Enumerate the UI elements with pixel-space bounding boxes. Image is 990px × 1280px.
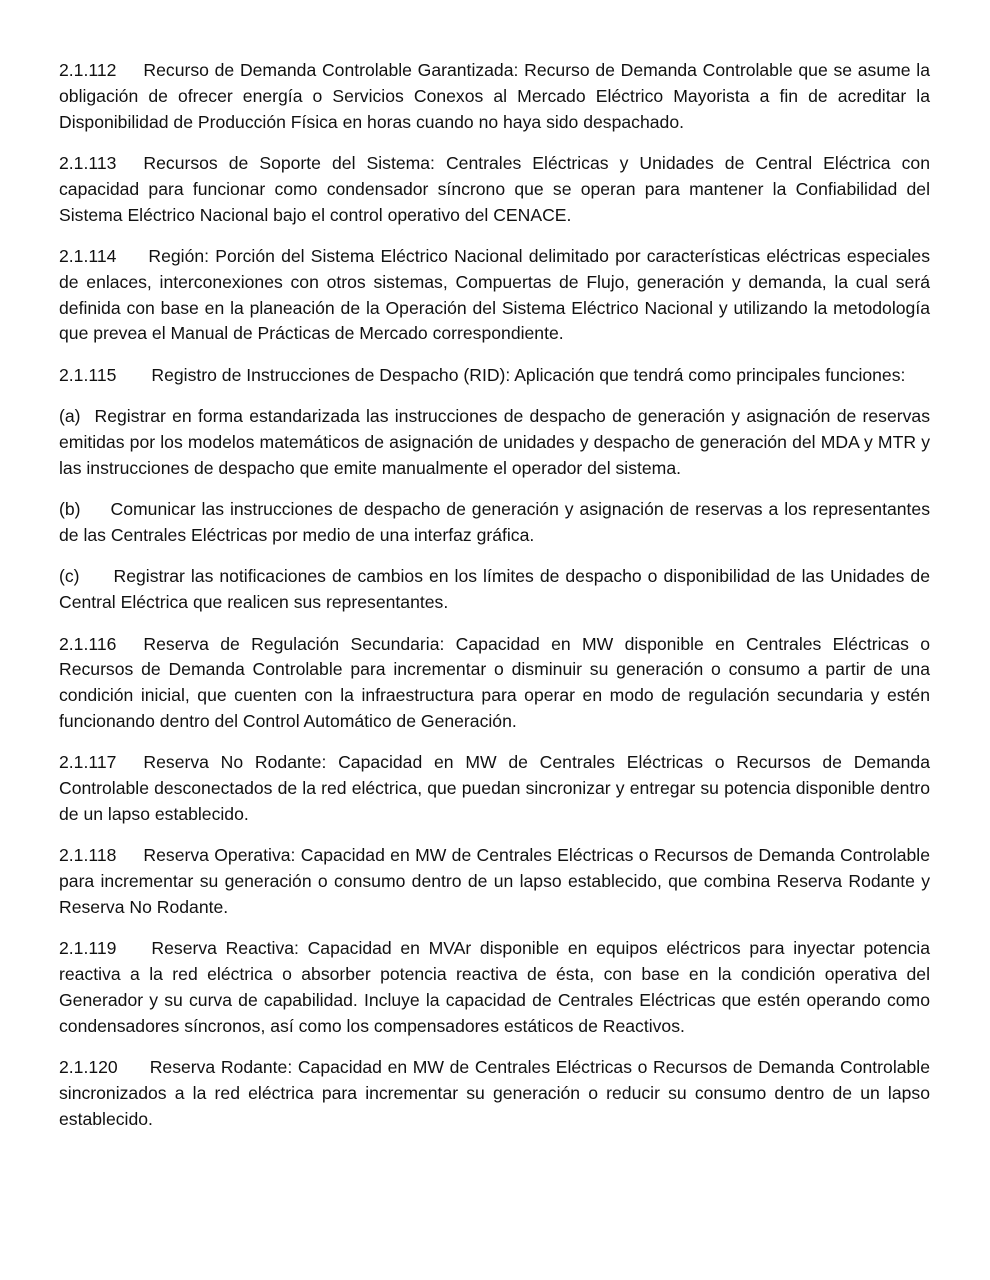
paragraph-text: Reserva No Rodante: Capacidad en MW de Centrales Eléctricas o Recursos de Demanda Controlable desconectados de la red eléctrica, que puedan sincronizar y entregar su potencia disponible dentro de un lapso establecido. <box>59 752 930 824</box>
list-item-c <box>59 564 930 616</box>
paragraph-text: Recurso de Demanda Controlable Garantizada: Recurso de Demanda Controlable que se asume la obligación de ofrecer energía o Servicios Conexos al Mercado Eléctrico Mayorista a fin de acreditar la Disponibilidad de Producción Física en horas cuando no haya sido despachado. <box>59 60 930 132</box>
list-item-text: Comunicar las instrucciones de despacho de generación y asignación de reservas a los representantes de las Centrales Eléctricas por medio de una interfaz gráfica. <box>59 499 930 545</box>
definition-2-1-116 <box>59 632 930 735</box>
list-item-text: Registrar en forma estandarizada las instrucciones de despacho de generación y asignación de reservas emitidas por los modelos matemáticos de asignación de unidades y despacho de generación del MDA y MTR y las instrucciones de despacho que emite manualmente el operador del sistema. <box>59 406 930 478</box>
paragraph-text: Reserva Reactiva: Capacidad en MVAr disponible en equipos eléctricos para inyectar potencia reactiva a la red eléctrica o absorber potencia reactiva de ésta, con base en la condición operativa del Generador y su curva de capabilidad. Incluye la capacidad de Centrales Eléctricas que estén operando como condensadores síncronos, así como los compensadores estáticos de Reactivos. <box>59 938 930 1036</box>
document-page <box>59 58 930 1148</box>
definition-2-1-114 <box>59 244 930 347</box>
list-item-a <box>59 404 930 481</box>
list-item-label: (c) <box>59 566 80 587</box>
paragraph-text: Reserva de Regulación Secundaria: Capacidad en MW disponible en Centrales Eléctricas o Recursos de Demanda Controlable para incrementar o disminuir su generación o consumo a partir de una condición inicial, que cuenten con la infraestructura para operar en modo de regulación secundaria y estén funcionando dentro del Control Automático de Generación. <box>59 633 930 731</box>
paragraph-text: Reserva Operativa: Capacidad en MW de Centrales Eléctricas o Recursos de Demanda Controlable para incrementar su generación o consumo dentro de un lapso establecido, que combina Reserva Rodante y Reserva No Rodante. <box>59 845 930 917</box>
paragraph-text: Registro de Instrucciones de Despacho (RID): Aplicación que tendrá como principales funciones: <box>151 364 906 385</box>
paragraph-number: 2.1.118 <box>59 845 117 866</box>
paragraph-number: 2.1.114 <box>59 245 117 266</box>
paragraph-number: 2.1.116 <box>59 633 117 654</box>
paragraph-number: 2.1.115 <box>59 364 117 385</box>
definition-2-1-118 <box>59 843 930 920</box>
paragraph-text: Región: Porción del Sistema Eléctrico Nacional delimitado por características eléctricas especiales de enlaces, interconexiones con otros sistemas, Compuertas de Flujo, generación y demanda, la cual será definida con base en la planeación de la Operación del Sistema Eléctrico Nacional y utilizando la metodología que prevea el Manual de Prácticas de Mercado correspondiente. <box>59 245 930 344</box>
paragraph-text: Reserva Rodante: Capacidad en MW de Centrales Eléctricas o Recursos de Demanda Controlable sincronizados a la red eléctrica para incrementar su generación o reducir su consumo dentro de un lapso establecido. <box>59 1057 930 1129</box>
paragraph-number: 2.1.117 <box>59 752 117 773</box>
list-item-label: (b) <box>59 499 81 520</box>
definition-2-1-115 <box>59 363 930 389</box>
paragraph-number: 2.1.113 <box>59 152 117 173</box>
definition-2-1-117 <box>59 750 930 827</box>
definition-2-1-119 <box>59 936 930 1039</box>
definition-2-1-112 <box>59 58 930 135</box>
list-item-label: (a) <box>59 406 81 427</box>
paragraph-number: 2.1.112 <box>59 60 117 80</box>
paragraph-number: 2.1.120 <box>59 1057 118 1078</box>
definition-2-1-120 <box>59 1055 930 1132</box>
paragraph-text: Recursos de Soporte del Sistema: Centrales Eléctricas y Unidades de Central Eléctrica con capacidad para funcionar como condensador síncrono que se operan para mantener la Confiabilidad del Sistema Eléctrico Nacional bajo el control operativo del CENACE. <box>59 152 930 225</box>
list-item-b <box>59 497 930 549</box>
definition-2-1-113 <box>59 151 930 228</box>
paragraph-number: 2.1.119 <box>59 938 117 959</box>
list-item-text: Registrar las notificaciones de cambios en los límites de despacho o disponibilidad de las Unidades de Central Eléctrica que realicen sus representantes. <box>59 566 930 613</box>
